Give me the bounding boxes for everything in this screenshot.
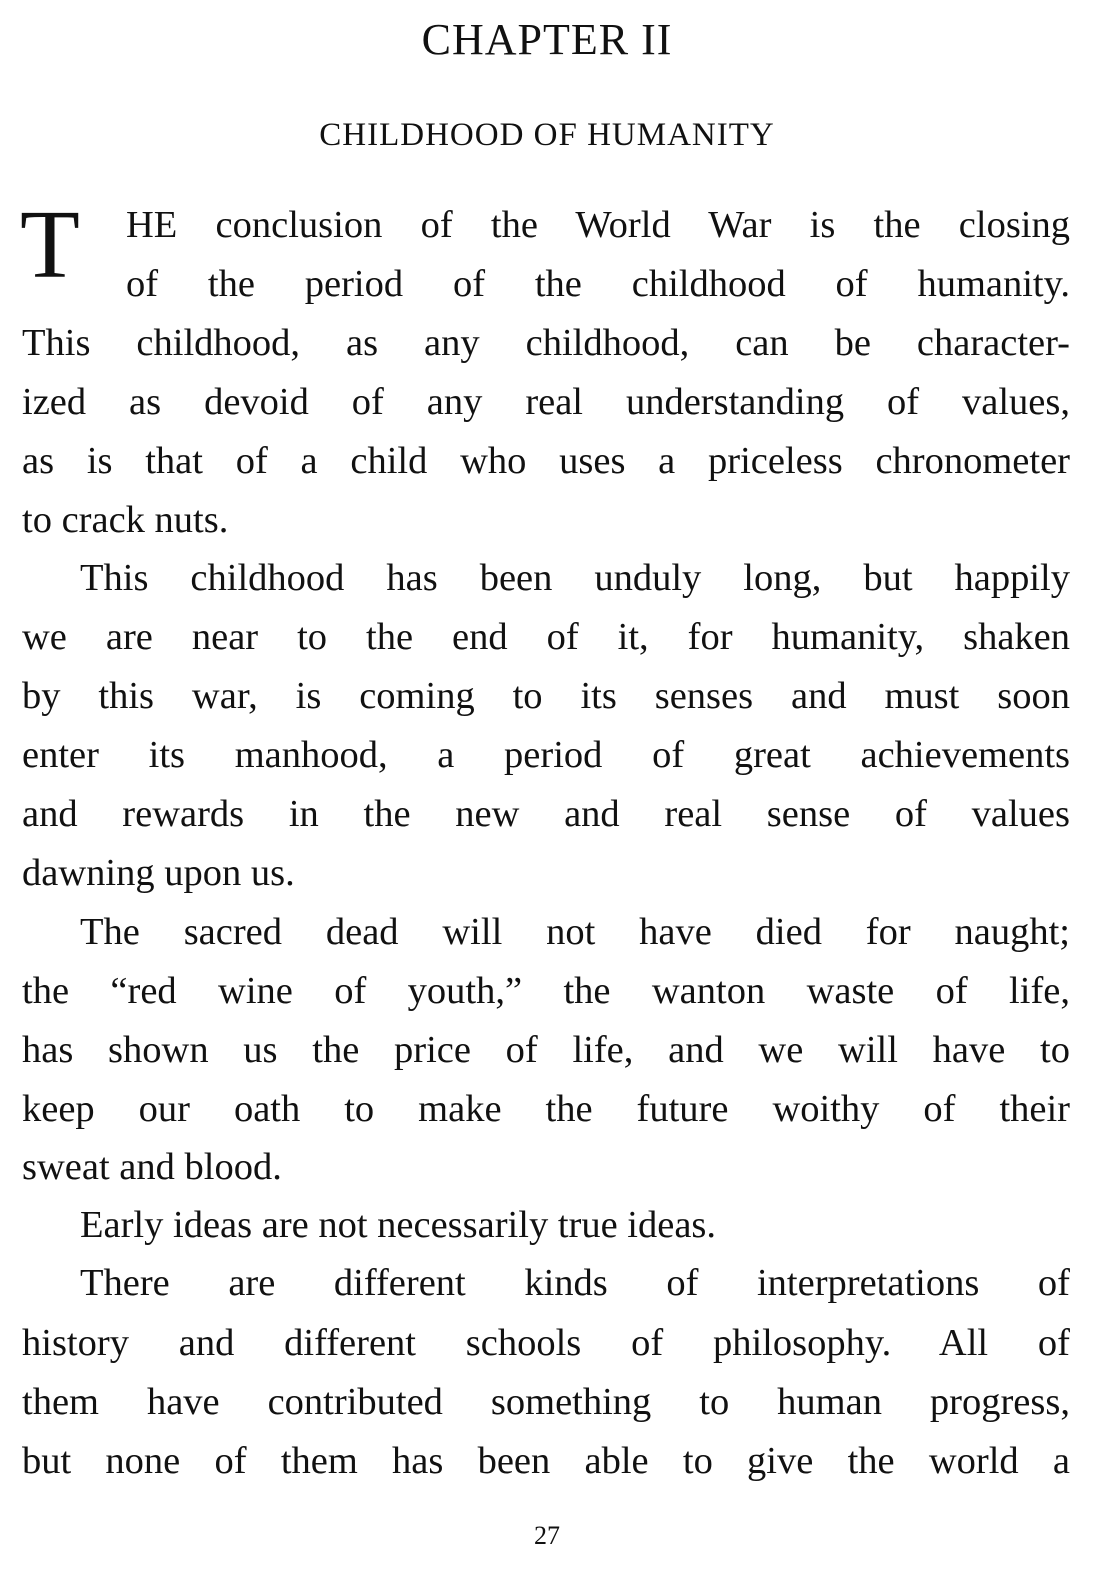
text-line: This childhood, as any childhood, can be character-	[22, 322, 1070, 364]
text-line: ized as devoid of any real understanding of values,	[22, 381, 1070, 423]
page-number: 27	[534, 1521, 560, 1550]
text-line: by this war, is coming to its senses and must soon	[22, 675, 1070, 717]
chapter-heading: CHAPTER II	[421, 15, 673, 64]
text-line: them have contributed something to human progress,	[22, 1381, 1070, 1423]
text-line: keep our oath to make the future woithy of their	[22, 1088, 1070, 1130]
text-line: This childhood has been unduly long, but happily	[80, 557, 1070, 599]
text-line: of the period of the childhood of humanity.	[126, 263, 1070, 305]
text-line: we are near to the end of it, for humanity, shaken	[22, 616, 1070, 658]
text-line: and rewards in the new and real sense of values	[22, 793, 1070, 835]
text-line: the “red wine of youth,” the wanton waste of life,	[22, 970, 1070, 1012]
text-line: enter its manhood, a period of great achievements	[22, 734, 1070, 776]
text-line: There are different kinds of interpretations of	[80, 1262, 1070, 1304]
text-line: to crack nuts.	[22, 499, 229, 541]
chapter-subtitle: CHILDHOOD OF HUMANITY	[319, 117, 775, 153]
text-line: as is that of a child who uses a priceless chronometer	[22, 440, 1070, 482]
text-line: sweat and blood.	[22, 1146, 282, 1188]
text-line: but none of them has been able to give the world a	[22, 1440, 1070, 1482]
text-line: The sacred dead will not have died for naught;	[80, 911, 1070, 953]
text-line: HE conclusion of the World War is the closing	[126, 204, 1070, 246]
text-line: has shown us the price of life, and we will have to	[22, 1029, 1070, 1071]
text-line: history and different schools of philosophy. All of	[22, 1322, 1070, 1364]
text-line: dawning upon us.	[22, 852, 295, 894]
drop-cap: T	[20, 191, 80, 299]
text-line: Early ideas are not necessarily true ideas.	[80, 1204, 717, 1246]
